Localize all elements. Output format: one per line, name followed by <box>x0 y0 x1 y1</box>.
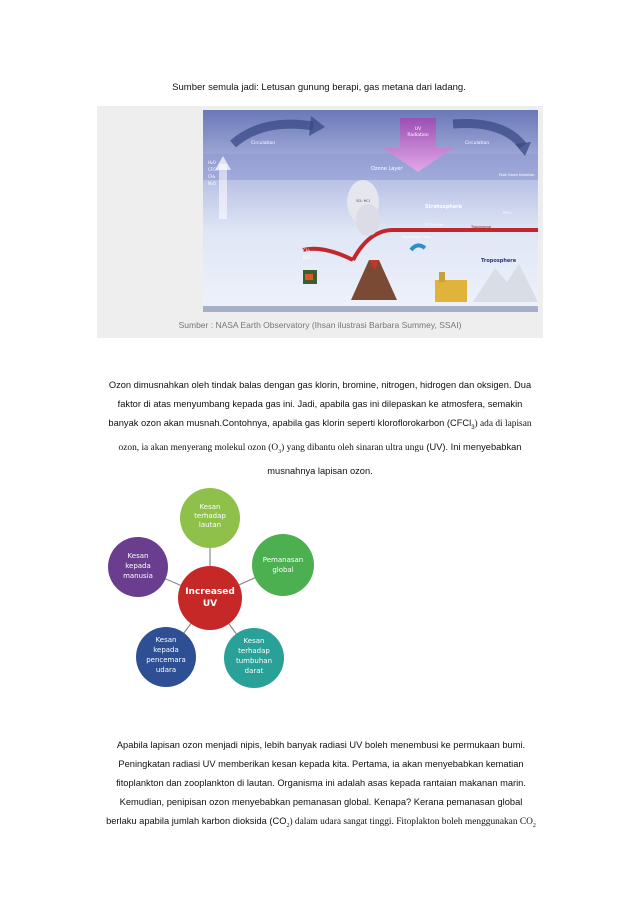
ozone-layer-label: Ozone Layer <box>371 166 403 172</box>
city-buildings <box>435 280 467 302</box>
paragraph1-line3 <box>88 414 552 438</box>
paragraph1-line4-serif-b: ) yang dibantu oleh sinaran ultra ungu <box>281 442 424 453</box>
node-warming <box>252 534 314 596</box>
figure-caption: Sumber : NASA Earth Observatory (Ihsan ilustrasi Barbara Summey, SSAI) <box>178 320 462 330</box>
node-warming-circle <box>252 534 314 596</box>
paragraph2-line3: fitoplankton dan zooplankton di lautan. Organisma ini adalah asas kepada rantaian makanan marin. <box>116 778 526 788</box>
node-human-label-3: manusia <box>123 572 153 580</box>
uv-effects-mind-map <box>104 480 329 702</box>
paragraph1-line3-serif: ) ada di lapisan <box>474 419 532 429</box>
paragraph2-line5 <box>78 812 564 836</box>
paragraph2-line5-text: berlaku apabila jumlah karbon dioksida (CO <box>106 816 287 826</box>
source-gas-4: N₂O <box>208 181 216 186</box>
node-ocean-label-2: terhadap <box>194 512 226 520</box>
volcanic-gas-1: CH₄ <box>303 248 311 253</box>
node-human-label-1: Kesan <box>127 552 149 560</box>
node-center-label-1: Increased <box>185 587 235 597</box>
paragraph-ozone-destruction <box>88 376 552 481</box>
troposphere-label: Troposphere <box>481 258 517 264</box>
paragraph1-line3-sub: 3 <box>471 424 475 431</box>
stratosphere-label: Stratosphere <box>425 204 463 210</box>
ground-strip <box>203 306 538 312</box>
source-gas-column <box>219 164 227 219</box>
polar-ozone-label: Polar Ozone Depletion <box>499 173 535 177</box>
paragraph2-line5-sub2: 2 <box>532 822 536 829</box>
pscs-label: PSCs <box>503 211 512 215</box>
volcanic-gas-2: N₂O <box>303 255 311 260</box>
paragraph1-line5: musnahnya lapisan ozon. <box>267 465 373 476</box>
node-warming-label-1: Pemanasan <box>262 556 304 564</box>
node-center-circle <box>178 566 242 630</box>
node-human-label-2: kepada <box>125 562 151 570</box>
paragraph1-line4-serif: ozon, ia akan menyerang molekul ozon (O <box>118 442 279 453</box>
node-plants <box>224 628 284 688</box>
paragraph2-line4: Kemudian, penipisan ozon menyebabkan pemanasan global. Kenapa? Kerana pemanasan global <box>119 797 523 807</box>
uv-label-line1: UV <box>414 127 422 132</box>
paragraph-uv-effects <box>78 736 564 836</box>
node-human <box>108 537 168 597</box>
source-caption: Sumber semula jadi: Letusan gunung berapi, gas metana dari ladang. <box>172 82 466 93</box>
factory-fire <box>305 274 313 280</box>
paragraph1-line4-sans: (UV). Ini menyebabkan <box>423 441 522 452</box>
paragraph2-line5-serif: ) dalam udara sangat tinggi. Fitoplakton boleh menggunakan CO <box>289 817 533 827</box>
node-air-label-2: kepada <box>153 646 179 654</box>
volcanic-plume-lower <box>356 204 380 236</box>
tropopause-fold-label: Tropopause Folds <box>401 235 432 239</box>
node-air-label-4: udara <box>155 666 177 674</box>
paragraph2-line1: Apabila lapisan ozon menjadi nipis, lebih banyak radiasi UV boleh menembusi ke permukaan bumi. <box>116 740 526 750</box>
tropopause-label: Tropopause <box>471 225 492 229</box>
source-gas-3: CH₄ <box>208 174 216 179</box>
node-plants-label-1: Kesan <box>243 637 265 645</box>
paragraph2-line2: Peningkatan radiasi UV memberikan kesan kepada kita. Pertama, ia akan menyebabkan kematian <box>118 759 524 769</box>
source-gas-2: CFCs <box>208 167 218 172</box>
source-gas-1: H₂O <box>208 160 216 165</box>
node-ocean <box>180 488 240 548</box>
paragraph1-line4 <box>88 438 552 462</box>
ozone-diagram-illustration <box>203 110 538 312</box>
paragraph1-line2: faktor di atas menyumbang kepada gas ini. Jadi, apabila gas ini dilepaskan ke atmosfera, semakin <box>117 399 523 409</box>
node-air <box>136 627 196 687</box>
volcano-gas-label: SO₂ HCl <box>356 199 370 203</box>
paragraph2-line5-sub: 2 <box>286 822 290 829</box>
circulation-label-left: Circulation <box>251 141 276 146</box>
node-air-label-1: Kesan <box>155 636 177 644</box>
paragraph1-line3-text: banyak ozon akan musnah.Contohnya, apabila gas klorin seperti kloroflorokarbon (CFCl <box>108 418 472 428</box>
mind-map-svg <box>104 480 329 702</box>
node-warming-label-2: global <box>272 566 294 574</box>
node-plants-label-2: terhadap <box>238 647 270 655</box>
paragraph1-line1: Ozon dimusnahkan oleh tindak balas dengan gas klorin, bromine, nitrogen, hidrogen dan oksigen. Dua <box>108 380 532 390</box>
figure-box <box>97 106 543 338</box>
o3-rich-air-label: O₃ Rich Air <box>425 223 444 227</box>
uv-label-line2: Radiation <box>407 133 429 138</box>
node-center <box>178 566 242 630</box>
node-ocean-label-1: Kesan <box>199 503 221 511</box>
node-ocean-label-3: lautan <box>198 521 222 529</box>
node-air-label-3: pencemara <box>146 656 186 664</box>
ozone-atmosphere-diagram <box>203 110 538 312</box>
circulation-label-right: Circulation <box>465 141 490 146</box>
city-tower <box>439 272 445 282</box>
node-plants-label-4: darat <box>244 667 264 675</box>
paragraph1-line4-sub: 3 <box>278 448 282 455</box>
node-plants-label-3: tumbuhan <box>235 657 273 665</box>
node-center-label-2: UV <box>202 599 218 609</box>
